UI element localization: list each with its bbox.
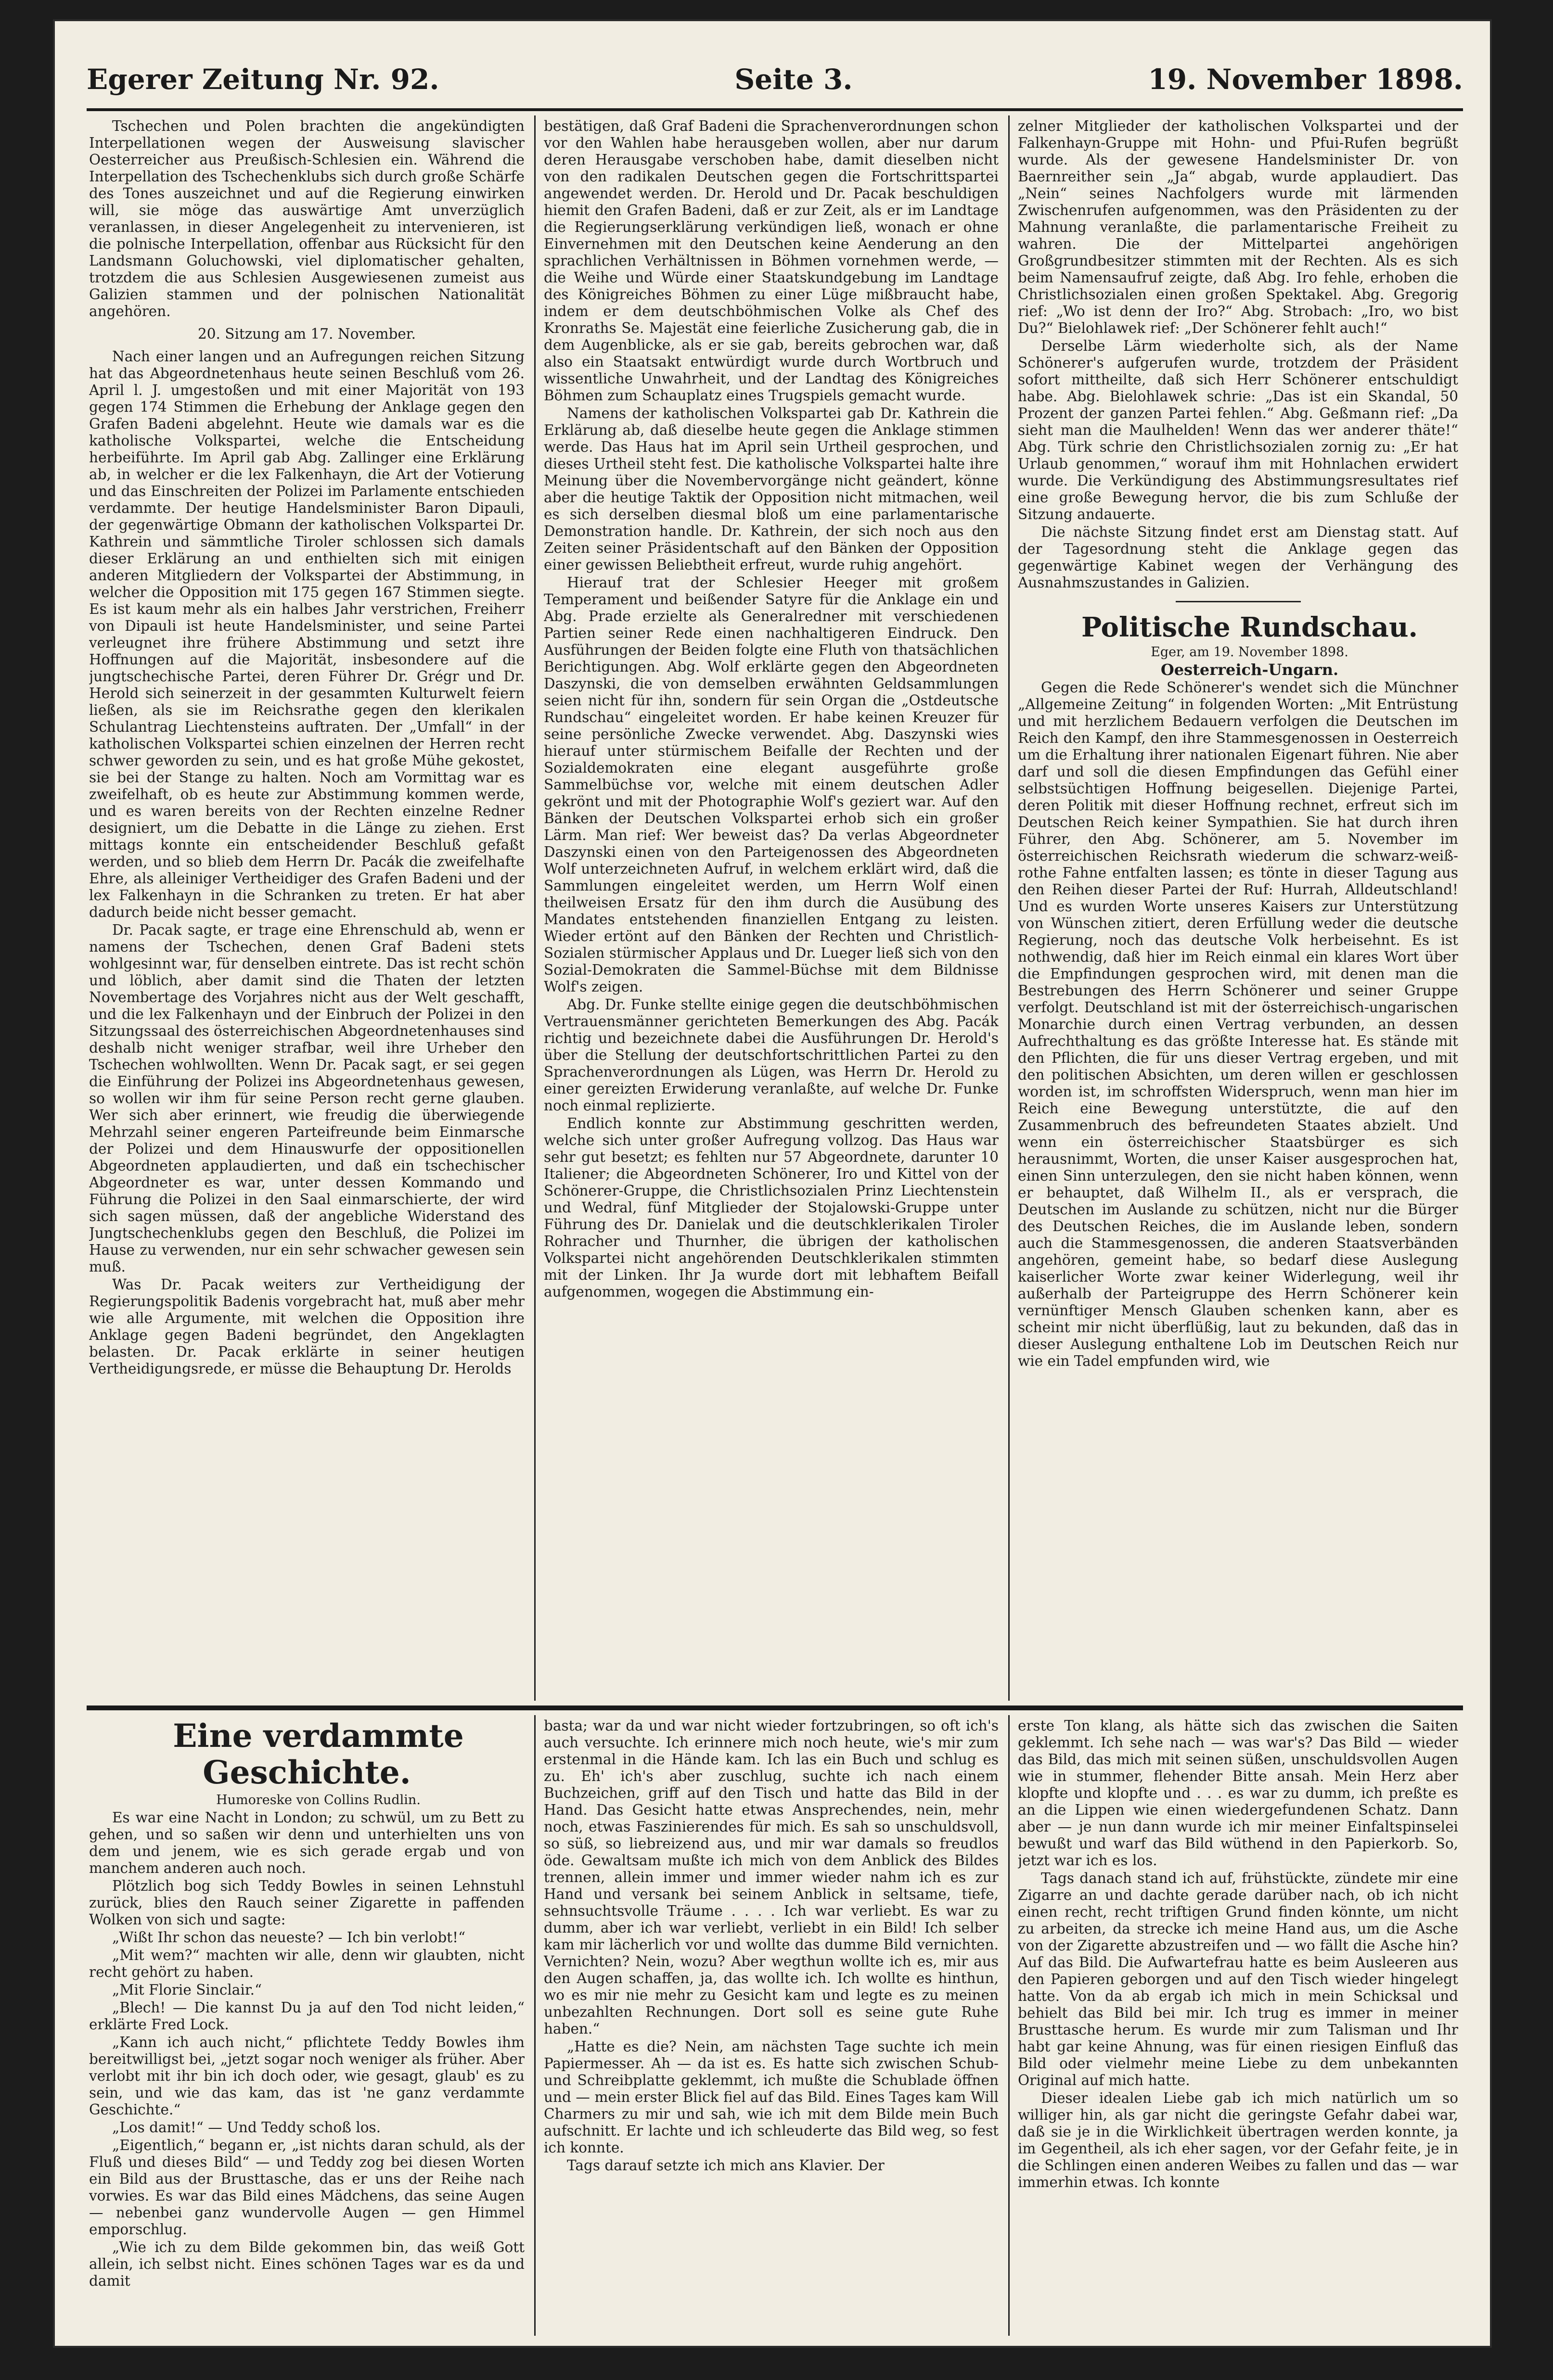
- story-column-1: [89, 1718, 525, 2336]
- paragraph: basta; war da und war nicht wieder fortzubringen, so oft ich's auch versuchte. Ich erinnere mich noch heute, wie's mir zum erstenmal in die Hände kam. Ich las ein Buch und schlug es zu. Eh' ich's aber zuschlug, suchte ich nach einem Buchzeichen, griff auf den Tisch und hatte das Bild in der Hand. Das Gesicht hatte etwas Ansprechendes, nein, mehr noch, etwas Faszinierendes für mich. Es sah so unschuldsvoll, so süß, so liebreizend aus, und mir war damals so freudlos öde. Gewaltsam mußte ich mich von dem Anblick des Bildes trennen, allein immer und immer wieder nahm ich es zur Hand und versank bei seinem Anblick in seltsame, tiefe, sehnsuchtsvolle Träume . . . . Ich war verliebt. Es war zu dumm, aber ich war verliebt, verliebt in ein Bild! Ich selber kam mir lächerlich vor und wollte das dumme Bild vernichten. Vernichten? Nein, wozu? Aber wegthun wollte ich es, mir aus den Augen schaffen, ja, das wollte ich. Ich wollte es hinthun, wo es mir nie mehr zu Gesicht kam und legte es zu meinen unbezahlten Rechnungen. Dort soll es seine gute Ruhe haben.“: [544, 1718, 999, 2037]
- parliament-column-1: [89, 118, 525, 1701]
- parliament-column-3: [1018, 118, 1458, 1701]
- rundschau-title: Politische Rundschau.: [1081, 611, 1418, 643]
- paragraph: zelner Mitglieder der katholischen Volkspartei und der Falkenhayn-Gruppe mit Hohn- und Pfui-Rufen begrüßt wurde. Als der gewesene Handelsminister Dr. von Baernreither sein „Ja“ abgab, wurde applaudiert. Das „Nein“ seines Nachfolgers wurde mit lärmenden Zwischenrufen aufgenommen, was den Präsidenten zu der Mahnung veranlaßte, die parlamentarische Freiheit zu wahren. Die der Mittelpartei angehörigen Großgrundbesitzer stimmten mit der Rechten. Als es sich beim Namensaufruf zeigte, daß Abg. Iro fehle, erhoben die Christlichsozialen einen großen Spektakel. Abg. Gregorig rief: „Wo ist denn der Iro?“ Abg. Strobach: „Iro, wo bist Du?“ Bielohlawek rief: „Der Schönerer fehlt auch!“: [1018, 118, 1458, 336]
- paragraph: „Hatte es die? Nein, am nächsten Tage suchte ich mein Papiermesser. Ah — da ist es. Es hatte sich zwischen Schub- und Schreibplatte geklemmt, ich mußte die Schublade öffnen und — mein erster Blick fiel auf das Bild. Eines Tages kam Will Charmers zu mir und sah, wie ich mit dem Bilde mein Buch aufschnitt. Er lachte und ich schleuderte das Bild weg, so fest ich konnte.: [544, 2038, 999, 2156]
- story-subtitle: Humoreske von Collins Rudlin.: [216, 1793, 421, 1807]
- parliament-column-2: [544, 118, 999, 1701]
- feuilleton-rule: [87, 1705, 1463, 1710]
- paragraph: Hierauf trat der Schlesier Heeger mit großem Temperament und beißender Satyre für die Anklage ein und Abg. Prade erzielte als Generalredner mit verschiedenen Partien seiner Rede einen nachhaltigeren Eindruck. Den Ausführungen der Beiden folgte eine Fluth von thatsächlichen Berichtigungen. Abg. Wolf erklärte gegen den Abgeordneten Daszynski, die von demselben erwähnten Geldsammlungen seien nicht für ihn, sondern für sein Organ die „Ostdeutsche Rundschau“ eingeleitet worden. Er habe keinen Kreuzer für seine persönliche Zwecke verwendet. Abg. Daszynski wies hierauf unter stürmischem Beifalle der Rechten und der Sozialdemokraten eine elegant ausgeführte große Sammelbüchse vor, welche mit einem deutschen Adler gekrönt und mit der Photographie Wolf's geziert war. Auf den Bänken der Deutschen Volkspartei erhob sich ein großer Lärm. Man rief: Wer beweist das? Da verlas Abgeordneter Daszynski einen von den Parteigenossen des Abgeordneten Wolf unterzeichneten Aufruf, in welchem erklärt wird, daß die Sammlungen eingeleitet werden, um Herrn Wolf einen theilweisen Ersatz für den ihm durch die Ausübung des Mandates entstehenden finanziellen Entgang zu leisten. Wieder ertönt auf den Bänken der Rechten und Christlich-Sozialen stürmischer Applaus und Dr. Lueger ließ sich von den Sozial-Demokraten die Sammel-Büchse mit dem Bildnisse Wolf's zeigen.: [544, 574, 999, 995]
- paragraph: Was Dr. Pacak weiters zur Vertheidigung der Regierungspolitik Badenis vorgebracht hat, muß aber mehr wie alle Argumente, mit welchen die Opposition ihre Anklage gegen Badeni begründet, den Angeklagten belasten. Dr. Pacak erklärte in seiner heutigen Vertheidigungsrede, er müsse die Behauptung Dr. Herolds: [89, 1276, 525, 1377]
- sitting-heading: 20. Sitzung am 17. November.: [197, 326, 416, 342]
- story-column-2: [544, 1718, 999, 2336]
- paragraph: Dieser idealen Liebe gab ich mich natürlich um so williger hin, als gar nicht die geringste Gefahr dabei war, daß sie je in die Wirklichkeit übertragen werden konnte, ja im Gegentheil, als ich eher sagen, vor der Gefahr feite, je in die Schlingen einen anderen Weibes zu fallen und das — war immerhin etwas. Ich konnte: [1018, 2090, 1458, 2190]
- header-rule: [87, 108, 1463, 111]
- paragraph: „Eigentlich,“ begann er, „ist nichts daran schuld, als der Fluß und dieses Bild“ — und Teddy zog bei diesen Worten ein Bild aus der Brusttasche, das er uns der Reihe nach vorwies. Es war das Bild eines Mädchens, das seine Augen — nebenbei ganz wundervolle Augen — gen Himmel emporschlug.: [89, 2137, 525, 2238]
- paragraph: Gegen die Rede Schönerer's wendet sich die Münchner „Allgemeine Zeitung“ in folgenden Worten: „Mit Entrüstung und mit herzlichem Bedauern verfolgen die Deutschen im Reich den Kampf, den ihre Stammesgenossen in Oesterreich um die Erhaltung ihrer nationalen Eigenart führen. Nie aber darf und soll die diesen Empfindungen das Gefühl einer selbstsüchtigen Hoffnung beigesellen. Diejenige Partei, deren Politik mit dieser Hoffnung rechnet, erfreut sich im Deutschen Reich keiner Sympathien. Sie hat durch ihren Führer, den Abg. Schönerer, am 5. November im österreichischen Reichsrath wiederum die schwarz-weiß-rothe Fahne entfalten lassen; es tönte in dieser Tagung aus den Reihen dieser Partei der Ruf: Hurrah, Alldeutschland! Und es wurden Worte unseres Kaisers zur Unterstützung von Wünschen zitiert, deren Erfüllung weder die deutsche Regierung, noch das deutsche Volk herbeisehnt. Es ist nothwendig, daß hier im Reich einmal ein klares Wort über die Empfindungen gesprochen wird, mit denen man die Bestrebungen des Herrn Schönerer und seiner Gruppe verfolgt. Deutschland ist mit der österreichisch-ungarischen Monarchie durch einen Vertrag verbunden, an dessen Aufrechthaltung es das größte Interesse hat. Es stände mit den Pflichten, die für uns dieser Vertrag ergeben, und mit den politischen Absichten, um deren willen er geschlossen worden ist, im schroffsten Widerspruch, wenn man hier im Reich eine Bewegung unterstützte, die auf den Zusammenbruch des befreundeten Staates abzielt. Und wenn ein österreichischer Staatsbürger es sich herausnimmt, Worten, die unser Kaiser ausgesprochen hat, einen Sinn unterzulegen, den sie nicht haben können, wenn er behauptet, daß Wilhelm II., als er versprach, die Deutschen im Auslande zu schützen, nicht nur die Bürger des Deutschen Reiches, die im Auslande leben, sondern auch die Stammesgenossen, die anderen Staatsverbänden angehören, gemeint habe, so bedarf diese Auslegung kaiserlicher Worte zwar keiner Widerlegung, weil ihr außerhalb der Parteigruppe des Herrn Schönerer kein vernünftiger Mensch Glauben schenken kann, aber es scheint mir nicht überflüßig, laut zu bekunden, daß das in dieser Auslegung enthaltene Lob im Deutschen Reich nur wie ein Tadel empfunden wird, wie: [1018, 679, 1458, 1369]
- column-divider: [534, 115, 536, 1701]
- country-heading: Oesterreich-Ungarn.: [1160, 661, 1339, 679]
- paragraph: Endlich konnte zur Abstimmung geschritten werden, welche sich unter großer Aufregung vollzog. Das Haus war sehr gut besetzt; es fehlten nur 57 Abgeordnete, darunter 10 Italiener; die Abgeordneten Schönerer, Iro und Kittel von der Schönerer-Gruppe, die Christlichsozialen Prinz Liechtenstein und Wedral, fünf Mitglieder der Stojalowski-Gruppe unter Führung des Dr. Danielak und die deutschklerikalen Tiroler Rohracher und Thurnher, die übrigen der katholischen Volkspartei nicht angehörenden Deutschklerikalen stimmten mit der Linken. Ihr Ja wurde dort mit lebhaftem Beifall aufgenommen, wogegen die Abstimmung ein-: [544, 1115, 999, 1300]
- paragraph: „Mit wem?“ machten wir alle, denn wir glaubten, nicht recht gehört zu haben.: [89, 1947, 525, 1980]
- story-column-3: [1018, 1718, 1458, 2336]
- paragraph: erste Ton klang, als hätte sich das zwischen die Saiten geklemmt. Ich sehe nach — was war's? Das Bild — wieder das Bild, das mich mit seinen süßen, unschuldsvollen Augen wie in stummer, flehender Bitte ansah. Mein Herz aber klopfte und klopfte und . . . es war zu dumm, ich preßte es an die Lippen wie einen wiedergefundenen Schatz. Dann aber — je nun dann wurde ich mir meiner Einfaltspinselei bewußt und warf das Bild wüthend in den Papierkorb. So, jetzt war ich es los.: [1018, 1718, 1458, 1869]
- paragraph: „Kann ich auch nicht,“ pflichtete Teddy Bowles ihm bereitwilligst bei, „jetzt sogar noch weniger als früher. Aber verlobt mit ihr bin ich doch oder, wie gesagt, glaub' es zu sein, und wie das kam, das ist 'ne ganz verdammte Geschichte.“: [89, 2034, 525, 2118]
- paragraph: „Blech! — Die kannst Du ja auf den Tod nicht leiden,“ erklärte Fred Lock.: [89, 1999, 525, 2033]
- paragraph: „Wie ich zu dem Bilde gekommen bin, das weiß Gott allein, ich selbst nicht. Eines schönen Tages war es da und damit: [89, 2239, 525, 2289]
- page-number: Seite 3.: [734, 63, 853, 96]
- paragraph: Plötzlich bog sich Teddy Bowles in seinen Lehnstuhl zurück, blies den Rauch seiner Zigarette in paffenden Wolken von sich und sagte:: [89, 1878, 525, 1928]
- paragraph: Dr. Pacak sagte, er trage eine Ehrenschuld ab, wenn er namens der Tschechen, denen Graf Badeni stets wohlgesinnt war, für denselben eintrete. Das ist recht schön und löblich, aber damit sind die Thaten der letzten Novembertage des Vorjahres nicht aus der Welt geschafft, und die lex Falkenhayn und der Einbruch der Polizei in den Sitzungssaal des österreichischen Abgeordnetenhauses sind deshalb nicht weniger strafbar, weil ihre Urheber den Tschechen wohlwollten. Wenn Dr. Pacak sagt, er sei gegen die Einführung der Polizei ins Abgeordnetenhaus gewesen, so wollen wir ihm für seine Person recht gerne glauben. Wer sich aber erinnert, wie freudig die überwiegende Mehrzahl seiner engeren Parteifreunde beim Einmarsche der Polizei und dem Hinauswurfe der oppositionellen Abgeordneten applaudierten, und daß ein tschechischer Abgeordneter es war, unter dessen Kommando und Führung die Polizei in den Saal einmarschierte, der wird sich sagen müssen, daß der angebliche Widerstand des Jungtschechenklubs gegen den Beschluß, die Polizei im Hause zu verwenden, nur ein sehr schwacher gewesen sein muß.: [89, 922, 525, 1275]
- paragraph: „Mit Florie Sinclair.“: [112, 1982, 262, 1998]
- column-divider: [1008, 115, 1010, 1701]
- column-divider: [1008, 1715, 1010, 2336]
- newspaper-page: [53, 19, 1492, 2348]
- newspaper-name: Egerer Zeitung Nr. 92.: [87, 63, 439, 96]
- paragraph: „Wißt Ihr schon das neueste? — Ich bin verlobt!“: [112, 1929, 466, 1946]
- paragraph: Die nächste Sitzung findet erst am Dienstag statt. Auf der Tagesordnung steht die Anklage gegen das gegenwärtige Kabinet wegen der Verhängung des Ausnahmszustandes in Galizien.: [1018, 524, 1458, 591]
- page-header: [87, 53, 1463, 106]
- paragraph: Derselbe Lärm wiederholte sich, als der Name Schönerer's aufgerufen wurde, trotzdem der Präsident sofort mittheilte, daß sich Herr Schönerer entschuldigt habe. Abg. Bielohlawek schrie: „Das ist ein Skandal, 50 Prozent der ganzen Partei fehlen.“ Abg. Geßmann rief: „Da sieht man die Maulhelden! Wenn das wer anderer thäte!“ Abg. Türk schrie den Christlichsozialen zornig zu: „Er hat Urlaub genommen,“ worauf ihm mit Hohnlachen erwidert wurde. Die Verkündigung des Abstimmungsresultates rief eine große Bewegung hervor, die bis zum Schluße der Sitzung andauerte.: [1018, 338, 1458, 522]
- paragraph: Tags darauf setzte ich mich ans Klavier. Der: [567, 2157, 885, 2174]
- section-divider: [1176, 601, 1301, 602]
- paragraph: Namens der katholischen Volkspartei gab Dr. Kathrein die Erklärung ab, daß dieselbe heute gegen die Anklage stimmen werde. Das Haus hat im April sein Urtheil gesprochen, und dieses Urtheil steht fest. Die katholische Volkspartei halte ihre Meinung über die Novembervorgänge nicht geändert, könne aber die heutige Taktik der Opposition nicht mitmachen, weil es sich derselben diesmal bloß um eine parlamentarische Demonstration handle. Dr. Kathrein, der sich noch aus den Zeiten seiner Präsidentschaft auf den Bänken der Opposition einer gewissen Beliebtheit erfreut, wurde ruhig angehört.: [544, 405, 999, 573]
- column-divider: [534, 1715, 536, 2336]
- paragraph: Abg. Dr. Funke stellte einige gegen die deutschböhmischen Vertrauensmänner gerichteten Bemerkungen des Abg. Pacák richtig und bezeichnete dabei die Ausführungen Dr. Herold's über die Stellung der deutschfortschrittlichen Partei zu den Sprachenverordnungen als Lügen, was Herrn Dr. Herold zu einer gereizten Erwiderung veranlaßte, auf welche Dr. Funke noch einmal replizierte.: [544, 996, 999, 1114]
- paragraph: „Los damit!“ — Und Teddy schoß los.: [112, 2119, 381, 2136]
- paragraph: Es war eine Nacht in London; zu schwül, um zu Bett zu gehen, und so saßen wir denn und unterhielten uns von dem und jenem, wie es sich gerade ergab und von manchem anderen auch noch.: [89, 1809, 525, 1876]
- paragraph: bestätigen, daß Graf Badeni die Sprachenverordnungen schon vor den Wahlen habe herausgeben wollen, aber nur darum deren Herausgabe verschoben habe, damit dieselben nicht von den radikalen Deutschen gegen die Fortschrittspartei angewendet werden. Dr. Herold und Dr. Pacak beschuldigen hiemit den Grafen Badeni, daß er zur Zeit, als er im Landtage die Regierungserklärung verkündigen ließ, wonach er ohne Einvernehmen mit den Deutschen keine Aenderung an den sprachlichen Verhältnissen in Böhmen vornehmen werde, — die Weihe und Würde einer Staatskundgebung im Landtage des Königreiches Böhmen zu einer Lüge mißbraucht habe, indem er dem deutschböhmischen Volke als Chef des Kronraths Se. Majestät eine feierliche Zusicherung gab, die in dem Augenblicke, als er sie gab, bereits gebrochen war, daß also ein Staatsakt entwürdigt wurde durch Wortbruch und wissentliche Unwahrheit, und der Landtag des Königreiches Böhmen zum Schauplatz eines Trugspiels gemacht wurde.: [544, 118, 999, 404]
- story-title: Eine verdammte Geschichte.: [173, 1718, 464, 1791]
- paragraph: Tschechen und Polen brachten die angekündigten Interpellationen wegen der Ausweisung slavischer Oesterreicher aus Preußisch-Schlesien ein. Während die Interpellation des Tschechenklubs sich durch große Schärfe des Tones auszeichnet und auf die Regierung einwirken will, sie möge das auswärtige Amt unverzüglich veranlassen, in dieser Angelegenheit zu intervenieren, ist die polnische Interpellation, offenbar aus Rücksicht für den Landsmann Goluchowski, viel diplomatischer gehalten, trotzdem die aus Schlesien Ausgewiesenen zumeist aus Galizien stammen und der polnischen Nationalität angehören.: [89, 118, 525, 319]
- paragraph: Nach einer langen und an Aufregungen reichen Sitzung hat das Abgeordnetenhaus heute seinen Beschluß vom 26. April l. J. umgestoßen und mit einer Majorität von 193 gegen 174 Stimmen die Erhebung der Anklage gegen den Grafen Badeni abgelehnt. Heute wie damals war es die katholische Volkspartei, welche die Entscheidung herbeiführte. Im April gab Abg. Zallinger eine Erklärung ab, in welcher er die lex Falkenhayn, die Art der Votierung und das Einschreiten der Polizei im Parlamente entschieden verdammte. Der heutige Handelsminister Baron Dipauli, der gegenwärtige Obmann der katholischen Volkspartei Dr. Kathrein und sämmtliche Tiroler schlossen sich damals dieser Erklärung an und enthielten sich mit einigen anderen Mitgliedern der Volkspartei der Abstimmung, in welcher die Opposition mit 175 gegen 167 Stimmen siegte. Es ist kaum mehr als ein halbes Jahr verstrichen, Freiherr von Dipauli ist heute Handelsminister, und seine Partei verleugnet ihre frühere Abstimmung und setzt ihre Hoffnungen auf die Majorität, insbesondere auf die jungtschechische Partei, deren Führer Dr. Grégr und Dr. Herold sich seinerzeit in der gesammten Kulturwelt feiern ließen, als sie im Reichsrathe gegen den klerikalen Schulantrag Liechtensteins auftraten. Der „Umfall“ in der katholischen Volkspartei schien einzelnen der Herren recht schwer geworden zu sein, und es hat große Mühe gekostet, sie bei der Stange zu halten. Noch am Vormittag war es zweifelhaft, ob es heute zur Abstimmung kommen werde, und es waren bereits von der Rechten einzelne Redner designiert, um die Debatte in die Länge zu ziehen. Erst mittags konnte ein entscheidender Beschluß gefaßt werden, und so blieb dem Herrn Dr. Pacák die zweifelhafte Ehre, als alleiniger Vertheidiger des Grafen Badeni und der lex Falkenhayn in die Schranken zu treten. Er hat aber dadurch beide nicht besser gemacht.: [89, 348, 525, 920]
- issue-date: 19. November 1898.: [1148, 63, 1463, 96]
- dateline: Eger, am 19. November 1898.: [1151, 645, 1348, 660]
- paragraph: Tags danach stand ich auf, frühstückte, zündete mir eine Zigarre an und dachte gerade darüber nach, ob ich nicht einen recht, recht triftigen Grund finden könnte, um nicht zu arbeiten, da strecke ich meine Hand aus, um die Asche von der Zigarette abzustreifen und — wo fällt die Asche hin? Auf das Bild. Die Aufwartefrau hatte es beim Ausleeren aus den Papieren geborgen und auf den Tisch wieder hingelegt hatte. Von da ab ergab ich mich in mein Schicksal und behielt das Bild bei mir. Ich trug es immer in meiner Brusttasche herum. Es wurde mir zum Talisman und Ihr habt gar keine Ahnung, was für einen riesigen Einfluß das Bild oder vielmehr meine Liebe zu dem unbekannten Original auf mich hatte.: [1018, 1870, 1458, 2088]
